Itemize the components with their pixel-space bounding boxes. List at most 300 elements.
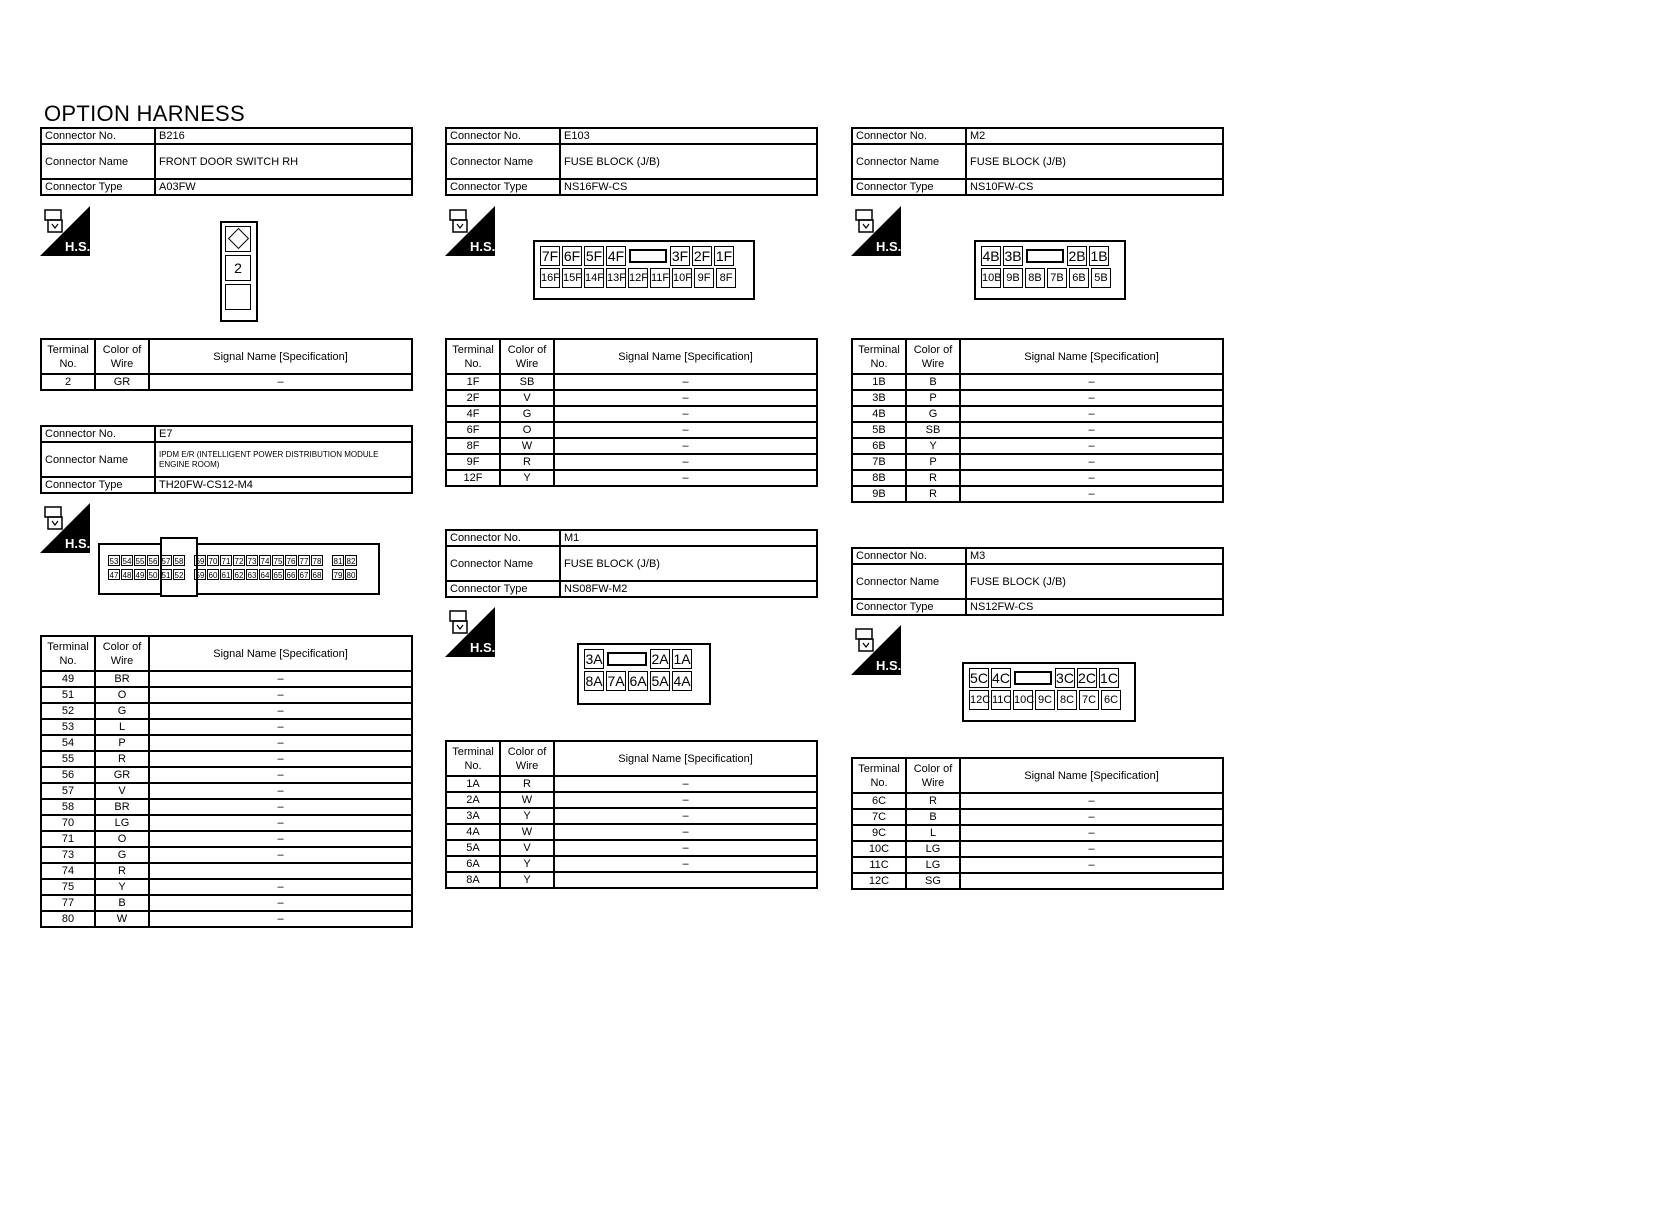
connector-pin: 74 [260,557,270,566]
signal-name-cell: – [554,824,817,840]
connector-pin: 9C [1035,690,1055,710]
connector-pin: 4F [607,248,625,264]
connector-pin: 55 [135,557,145,566]
connector-no-value: M3 [966,548,1223,564]
wire-color-cell: G [906,406,960,422]
signal-name-cell: – [149,911,412,927]
connector-pin: 66 [286,571,296,580]
table-row [852,454,1223,470]
terminal-no-cell: 9B [852,486,906,502]
header-signal-name: Signal Name [Specification] [149,636,412,671]
connector-pin: 5B [1091,268,1111,288]
table-row [41,735,412,751]
wire-color-cell: L [906,825,960,841]
terminal-no-cell: 9F [446,454,500,470]
connector-face-b216 [220,221,258,322]
terminal-no-cell: 1A [446,776,500,792]
table-row [446,438,817,454]
wire-color-cell: GR [95,374,149,390]
connector-name-value: FUSE BLOCK (J/B) [560,546,817,581]
table-row [41,783,412,799]
connector-pin: 4C [992,670,1010,686]
connector-type-value: NS10FW-CS [966,179,1223,195]
wire-color-cell: Y [500,470,554,486]
wire-color-cell: R [95,863,149,879]
table-row [446,390,817,406]
table-row [41,815,412,831]
connector-type-value: NS12FW-CS [966,599,1223,615]
connector-pin: 53 [109,557,119,566]
connector-no-value: E7 [155,426,412,442]
connector-pin: 63 [247,571,257,580]
label-connector-name: Connector Name [41,144,155,179]
connector-pin: 79 [333,571,343,580]
signal-name-cell: – [149,687,412,703]
wire-color-cell: R [906,793,960,809]
signal-name-cell: – [554,438,817,454]
signal-name-cell: – [960,825,1223,841]
connector-pin: 1A [673,651,691,667]
connector-pin: 2A [651,651,669,667]
table-row [852,470,1223,486]
connector-pin: 67 [299,571,309,580]
table-row [41,671,412,687]
terminal-table-m1 [445,740,818,889]
terminal-no-cell: 56 [41,767,95,783]
wire-color-cell: Y [500,808,554,824]
connector-pin: 49 [135,571,145,580]
terminal-no-cell: 77 [41,895,95,911]
wire-color-cell: LG [906,857,960,873]
label-connector-type: Connector Type [852,179,966,195]
connector-pin: 82 [346,557,356,566]
connector-face-m3 [962,662,1136,722]
signal-name-cell: – [960,470,1223,486]
table-row [852,406,1223,422]
connector-pin: 75 [273,557,283,566]
connector-pin: 13F [606,268,626,288]
label-connector-name: Connector Name [852,564,966,599]
label-connector-no: Connector No. [41,426,155,442]
table-row [852,422,1223,438]
signal-name-cell: – [149,751,412,767]
wire-color-cell: V [500,840,554,856]
connector-pin: 62 [234,571,244,580]
signal-name-cell: – [554,454,817,470]
connector-pin: 3C [1056,670,1074,686]
terminal-no-cell: 4B [852,406,906,422]
connector-pin: 6A [629,673,647,689]
signal-name-cell: – [149,671,412,687]
connector-m2 [851,127,1224,196]
table-row [41,911,412,927]
key-slot [607,652,647,666]
terminal-no-cell: 75 [41,879,95,895]
signal-name-cell: – [149,895,412,911]
terminal-no-cell: 55 [41,751,95,767]
connector-pin: 8F [716,268,736,288]
signal-name-cell: – [960,809,1223,825]
terminal-no-cell: 9C [852,825,906,841]
label-connector-type: Connector Type [41,477,155,493]
header-color-of-wire: Color of Wire [500,741,554,776]
table-row [41,895,412,911]
header-terminal-no: Terminal No. [852,758,906,793]
connector-name-value: FUSE BLOCK (J/B) [966,144,1223,179]
connector-pin: 64 [260,571,270,580]
wire-color-cell: LG [906,841,960,857]
terminal-no-cell: 8A [446,872,500,888]
connector-pin: 2B [1068,248,1086,264]
connector-pin: 54 [122,557,132,566]
terminal-no-cell: 52 [41,703,95,719]
connector-pin: 48 [122,571,132,580]
table-row [41,863,412,879]
signal-name-cell: – [554,840,817,856]
label-connector-no: Connector No. [852,128,966,144]
signal-name-cell: – [149,847,412,863]
connector-name-value: FUSE BLOCK (J/B) [560,144,817,179]
wire-color-cell: Y [95,879,149,895]
signal-name-cell: – [149,831,412,847]
table-row [41,374,412,390]
signal-name-cell: – [554,776,817,792]
connector-e103 [445,127,818,196]
terminal-table-m2 [851,338,1224,503]
connector-pin: 3A [585,651,603,667]
connector-pin: 59 [195,571,205,580]
connector-no-value: B216 [155,128,412,144]
wire-color-cell: O [95,831,149,847]
connector-pin: 7A [607,673,625,689]
signal-name-cell: – [149,374,412,390]
connector-pin: 14F [584,268,604,288]
connector-type-value: NS16FW-CS [560,179,817,195]
connector-name-value: FRONT DOOR SWITCH RH [155,144,412,179]
connector-name-value: FUSE BLOCK (J/B) [966,564,1223,599]
connector-pin: 70 [208,557,218,566]
connector-pin: 69 [195,557,205,566]
signal-name-cell: – [554,390,817,406]
signal-name-cell: – [960,374,1223,390]
wire-color-cell: Y [500,872,554,888]
signal-name-cell [554,872,817,888]
connector-pin: 12F [628,268,648,288]
table-row [852,809,1223,825]
signal-name-cell: – [554,792,817,808]
terminal-no-cell: 5A [446,840,500,856]
wire-color-cell: GR [95,767,149,783]
terminal-no-cell: 74 [41,863,95,879]
wire-color-cell: BR [95,671,149,687]
connector-pin: 10F [672,268,692,288]
wire-color-cell: O [95,687,149,703]
signal-name-cell: – [960,793,1223,809]
terminal-no-cell: 49 [41,671,95,687]
key-slot [1014,671,1052,685]
terminal-no-cell: 7B [852,454,906,470]
signal-name-cell: – [149,783,412,799]
terminal-no-cell: 1F [446,374,500,390]
connector-type-value: NS08FW-M2 [560,581,817,597]
terminal-no-cell: 70 [41,815,95,831]
terminal-no-cell: 2 [41,374,95,390]
terminal-no-cell: 12C [852,873,906,889]
wire-color-cell: P [906,390,960,406]
connector-pin: 11F [650,268,670,288]
signal-name-cell: – [149,703,412,719]
wire-color-cell: W [95,911,149,927]
connector-latch [160,537,198,597]
header-signal-name: Signal Name [Specification] [149,339,412,374]
signal-name-cell: – [960,390,1223,406]
wire-color-cell: G [95,703,149,719]
table-row [446,824,817,840]
connector-face-m2 [974,240,1126,300]
table-row [852,825,1223,841]
table-row [41,831,412,847]
connector-pin: 16F [540,268,560,288]
connector-b216 [40,127,413,196]
terminal-no-cell: 51 [41,687,95,703]
signal-name-cell [960,873,1223,889]
connector-pin: 9F [694,268,714,288]
connector-no-value: E103 [560,128,817,144]
terminal-no-cell: 3B [852,390,906,406]
table-row [41,687,412,703]
label-connector-no: Connector No. [852,548,966,564]
connector-pin: 9B [1003,268,1023,288]
signal-name-cell: – [149,799,412,815]
header-color-of-wire: Color of Wire [95,339,149,374]
signal-name-cell: – [960,841,1223,857]
table-row [41,751,412,767]
signal-name-cell: – [554,808,817,824]
connector-pin: 68 [312,571,322,580]
connector-pin-empty [225,284,251,310]
connector-type-value: A03FW [155,179,412,195]
label-connector-no: Connector No. [41,128,155,144]
terminal-no-cell: 71 [41,831,95,847]
header-terminal-no: Terminal No. [852,339,906,374]
connector-pin: 5F [585,248,603,264]
table-row [41,879,412,895]
connector-e7 [40,425,413,494]
wire-color-cell: W [500,824,554,840]
connector-pin: 2 [225,255,251,281]
connector-pin: 8B [1025,268,1045,288]
key-diamond-icon [225,226,251,252]
terminal-no-cell: 6B [852,438,906,454]
connector-pin: 8C [1057,690,1077,710]
wire-color-cell: R [906,486,960,502]
connector-pin: 56 [148,557,158,566]
table-row [446,422,817,438]
wire-color-cell: W [500,792,554,808]
signal-name-cell: – [149,735,412,751]
table-row [446,856,817,872]
table-row [852,841,1223,857]
header-terminal-no: Terminal No. [446,339,500,374]
key-slot [1026,249,1064,263]
connector-pin: 6F [563,248,581,264]
table-row [41,719,412,735]
hs-icon [40,503,90,553]
wire-color-cell: SB [500,374,554,390]
signal-name-cell: – [960,438,1223,454]
connector-pin: 52 [174,571,184,580]
header-signal-name: Signal Name [Specification] [960,339,1223,374]
signal-name-cell [149,863,412,879]
terminal-no-cell: 2A [446,792,500,808]
terminal-no-cell: 3A [446,808,500,824]
wire-color-cell: B [906,809,960,825]
connector-pin: 12C [969,690,989,710]
header-color-of-wire: Color of Wire [906,339,960,374]
signal-name-cell: – [554,422,817,438]
wire-color-cell: R [906,470,960,486]
header-color-of-wire: Color of Wire [500,339,554,374]
table-row [446,840,817,856]
terminal-no-cell: 12F [446,470,500,486]
terminal-table-e103 [445,338,818,487]
table-row [446,776,817,792]
terminal-no-cell: 57 [41,783,95,799]
header-terminal-no: Terminal No. [41,339,95,374]
wire-color-cell: P [95,735,149,751]
table-row [41,767,412,783]
table-row [446,872,817,888]
header-terminal-no: Terminal No. [41,636,95,671]
label-connector-name: Connector Name [446,144,560,179]
connector-pin: 6C [1101,690,1121,710]
connector-pin: 3F [671,248,689,264]
signal-name-cell: – [554,374,817,390]
label-connector-type: Connector Type [446,581,560,597]
table-row [852,438,1223,454]
wire-color-cell: Y [500,856,554,872]
connector-pin: 71 [221,557,231,566]
signal-name-cell: – [149,815,412,831]
terminal-no-cell: 5B [852,422,906,438]
label-connector-type: Connector Type [41,179,155,195]
connector-pin: 10B [981,268,1001,288]
connector-pin: 7C [1079,690,1099,710]
wire-color-cell: R [500,454,554,470]
label-connector-type: Connector Type [446,179,560,195]
table-row [852,390,1223,406]
connector-pin: 78 [312,557,322,566]
terminal-table-m3 [851,757,1224,890]
wire-color-cell: LG [95,815,149,831]
signal-name-cell: – [149,767,412,783]
table-row [41,703,412,719]
signal-name-cell: – [960,857,1223,873]
connector-name-value: IPDM E/R (INTELLIGENT POWER DISTRIBUTION MODULE ENGINE ROOM) [155,442,412,477]
table-row [446,454,817,470]
wire-color-cell: Y [906,438,960,454]
page-title: OPTION HARNESS [44,101,246,126]
connector-pin: 15F [562,268,582,288]
signal-name-cell: – [554,856,817,872]
connector-pin: 57 [161,557,171,566]
terminal-table-b216 [40,338,413,391]
terminal-no-cell: 73 [41,847,95,863]
wire-color-cell: SB [906,422,960,438]
label-connector-type: Connector Type [852,599,966,615]
connector-face-e103 [533,240,755,300]
key-slot [629,249,667,263]
table-row [446,808,817,824]
signal-name-cell: – [960,406,1223,422]
terminal-no-cell: 8B [852,470,906,486]
table-row [852,873,1223,889]
terminal-no-cell: 6F [446,422,500,438]
table-row [41,799,412,815]
signal-name-cell: – [960,454,1223,470]
connector-pin: 81 [333,557,343,566]
connector-pin: 5C [970,670,988,686]
hs-icon [445,607,495,657]
header-signal-name: Signal Name [Specification] [554,339,817,374]
signal-name-cell: – [554,470,817,486]
wire-color-cell: G [500,406,554,422]
wire-color-cell: P [906,454,960,470]
connector-no-value: M1 [560,530,817,546]
connector-pin: 3B [1004,248,1022,264]
connector-pin: 61 [221,571,231,580]
connector-pin: 1C [1100,670,1118,686]
connector-pin: 11C [991,690,1011,710]
connector-m1 [445,529,818,598]
connector-pin: 47 [109,571,119,580]
terminal-no-cell: 80 [41,911,95,927]
wire-color-cell: W [500,438,554,454]
wire-color-cell: V [95,783,149,799]
wire-color-cell: R [500,776,554,792]
hs-icon [851,206,901,256]
connector-pin: 7F [541,248,559,264]
wire-color-cell: O [500,422,554,438]
label-connector-no: Connector No. [446,530,560,546]
terminal-no-cell: 4F [446,406,500,422]
wire-color-cell: V [500,390,554,406]
label-connector-name: Connector Name [41,442,155,477]
signal-name-cell: – [149,719,412,735]
wire-color-cell: B [906,374,960,390]
connector-info-table [40,127,413,196]
connector-m3 [851,547,1224,616]
table-row [852,793,1223,809]
terminal-no-cell: 2F [446,390,500,406]
connector-pin: 4A [673,673,691,689]
table-row [852,857,1223,873]
header-terminal-no: Terminal No. [446,741,500,776]
signal-name-cell: – [149,879,412,895]
wire-color-cell: L [95,719,149,735]
terminal-table-e7 [40,635,413,928]
connector-pin: 72 [234,557,244,566]
label-connector-name: Connector Name [852,144,966,179]
table-row [446,792,817,808]
connector-pin: 73 [247,557,257,566]
connector-pin: 1F [715,248,733,264]
connector-pin: 51 [161,571,171,580]
connector-pin: 10C [1013,690,1033,710]
connector-pin: 77 [299,557,309,566]
wire-color-cell: G [95,847,149,863]
wire-color-cell: R [95,751,149,767]
